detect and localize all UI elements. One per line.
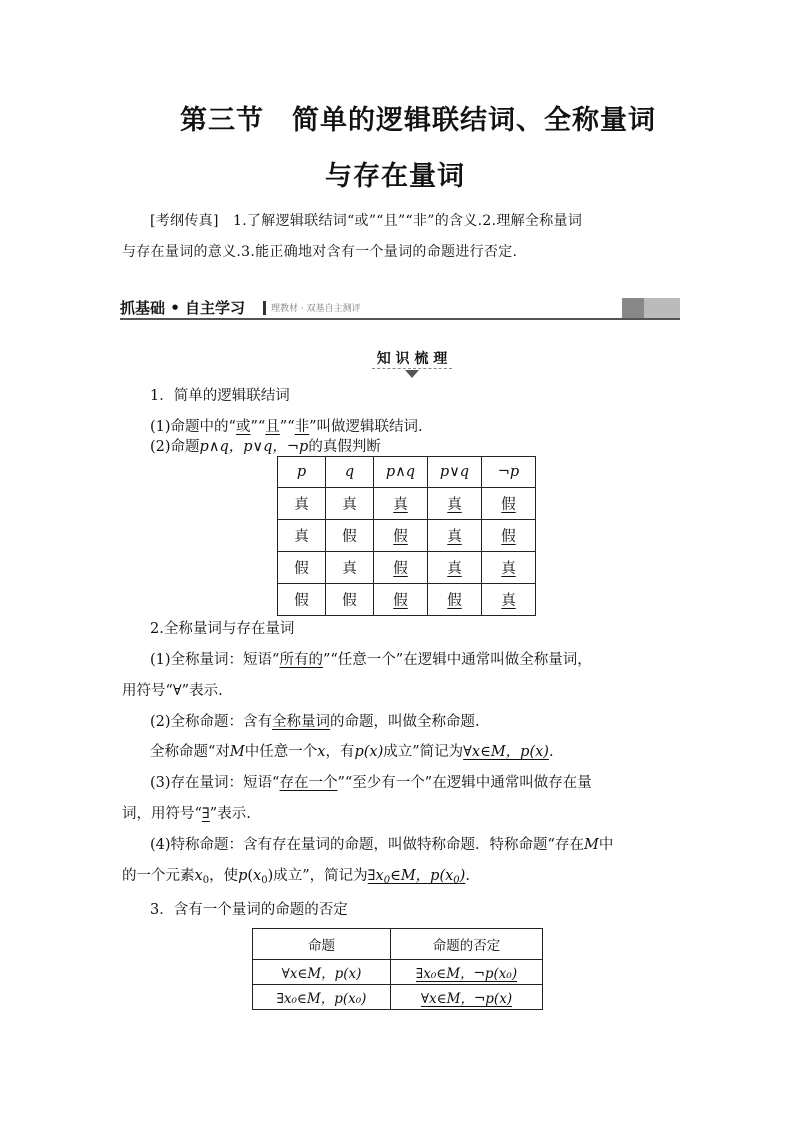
section-bar [120,298,680,320]
table-cell: 真 [374,488,428,520]
table-cell: 真 [428,552,482,584]
page-title-line2: 与存在量词 [325,161,465,192]
s1-p2: (2)命题p∧q，p∨q，¬p的真假判断 [150,439,381,455]
knowledge-heading [372,348,452,368]
section-label: 抓基础 • 自主学习 [120,299,246,317]
table-header-row [278,457,536,488]
syllabus-line2: 与存在量词的意义.3.能正确地对含有一个量词的命题进行否定. [122,244,518,260]
table-cell: ∃x₀∈M，¬p(x₀) [391,960,543,985]
table-cell: 假 [326,520,374,552]
header-cell: ¬p [482,457,536,488]
table-cell: ∃x₀∈M，p(x₀) [253,985,391,1010]
triangle-down-icon [405,370,419,378]
table-cell: 假 [326,584,374,616]
table-cell: 真 [428,520,482,552]
decor-block [644,298,680,318]
knowledge-label: 知 识 梳 理 [376,351,448,367]
s2-p4a: (4)特称命题：含有存在量词的命题，叫做特称命题．特称命题“存在M中 [150,837,614,853]
table-cell: 假 [374,552,428,584]
table-cell: 真 [278,520,326,552]
table-cell: 假 [482,488,536,520]
syllabus-line1: [考纲传真] 1.了解逻辑联结词“或”“且”“非”的含义.2.理解全称量词 [150,213,583,229]
s1-p1: (1)命题中的“或”“且”“非”叫做逻辑联结词. [150,419,423,435]
table-cell: 真 [482,584,536,616]
s2-p2a: (2)全称命题：含有全称量词的命题，叫做全称命题. [150,714,480,730]
s3-heading: 3．含有一个量词的命题的否定 [150,902,348,918]
table-row [278,584,536,616]
s2-heading: 2.全称量词与存在量词 [150,621,295,637]
table-cell: ∀x∈M，¬p(x) [391,985,543,1010]
decor-block [622,298,644,318]
header-cell: 命题的否定 [391,929,543,960]
table-cell: 假 [374,520,428,552]
table-row [278,488,536,520]
table-row [253,985,543,1010]
s2-p4b: 的一个元素$x_0$，使$p(x_0)$成立”，简记为$\exists x_0\in M$，$p(x_0)$. [122,868,470,886]
divider [263,301,266,315]
table-cell: 真 [326,552,374,584]
table-cell: 真 [278,488,326,520]
header-cell: p∨q [428,457,482,488]
table-cell: ∀x∈M，p(x) [253,960,391,985]
section-sub-label: 理教材 · 双基自主测评 [271,304,361,314]
header-cell: q [326,457,374,488]
table-cell: 假 [374,584,428,616]
table-cell: 真 [326,488,374,520]
table-row [253,960,543,985]
table-row [278,552,536,584]
table-cell: 真 [482,552,536,584]
header-cell: p∧q [374,457,428,488]
table-cell: 假 [278,584,326,616]
dashed-rule [372,368,452,369]
table-cell: 假 [482,520,536,552]
page-title: 第三节 简单的逻辑联结词、全称量词 [180,105,656,136]
header-cell: 命题 [253,929,391,960]
s2-p1b: 用符号“∀”表示. [122,683,223,699]
truth-table [277,456,536,616]
s2-p2b: 全称命题“对M中任意一个x，有p(x)成立”简记为∀x∈M，p(x). [150,744,554,760]
s2-p3b: 词，用符号“∃”表示. [122,806,251,822]
header-cell: p [278,457,326,488]
s2-p1a: (1)全称量词：短语“所有的”“任意一个”在逻辑中通常叫做全称量词， [150,652,592,668]
table-row [278,520,536,552]
s1-heading: 1．简单的逻辑联结词 [150,388,290,404]
section-rule [120,318,680,320]
table-cell: 真 [428,488,482,520]
s2-p3a: (3)存在量词：短语“存在一个”“至少有一个”在逻辑中通常叫做存在量 [150,775,592,791]
table-cell: 假 [428,584,482,616]
table-cell: 假 [278,552,326,584]
table-header-row [253,929,543,960]
negation-table [252,928,543,1010]
